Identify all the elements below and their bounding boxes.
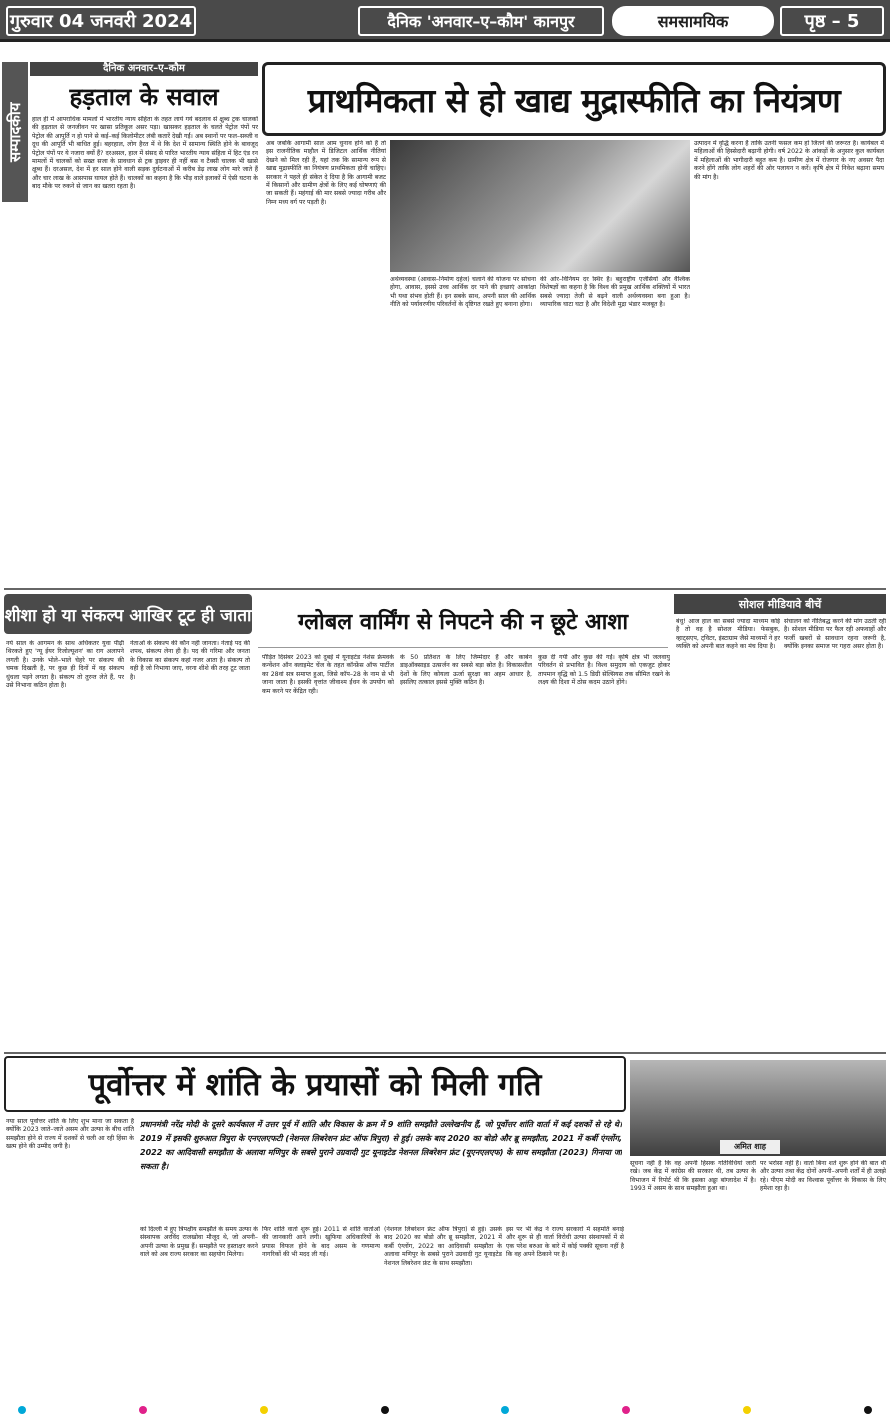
section-divider [4, 588, 886, 590]
article4-col-6: पर भरोसा नहीं है। वार्ता बिना शर्त शुरू होने की बात थी और उल्फा तथा केंद्र दोनों अपनी–अपनी शर्तों में ही उलझे रहे। पीएम मोदी का विश्वास पूर्वोत्तर के विकास के लिए हमेशा रहा है। [760, 1160, 886, 1193]
page-header [0, 0, 890, 42]
social-media-tag: सोशल मीडियावे बीचें [674, 594, 886, 614]
editorial-side-label: सम्पादकीय [2, 62, 28, 202]
article2-col-2: नेताओं के संकल्प की कौन नहीं जानता। नेताई पद की शपथ, संकल्प लेना ही है। पद की गरिमा और जनता के विकास का संकल्प कहां नजर आता है। संकल्प तो वही है जो निभाया जाए, वरना शीशे की तरह टूट जाता है। [130, 640, 250, 681]
social-media-col-1: बंधु! आज हाल का सबसे ज्यादा माध्यम कोई है तो वह है सोशल मीडिया। फेसबुक, व्हाट्सएप, ट्विटर, इंस्टाग्राम जैसे माध्यमों ने हर व्यक्ति को अपनी बात कहने का मंच दिया है। [676, 618, 780, 651]
main-article-col-1: अब जबकि आगामी साल आम चुनाव होने को है तो इस राजनीतिक माहौल में डिजिटल आर्थिक नीतियां देखने को मिल रही हैं, यहां तक कि सामान्य रूप से खाद्य मुद्रास्फीति का नियंत्रण प्राथमिकता होनी चाहिए। सरकार ने पहले ही संकेत दे दिया है कि आगामी बजट में किसानों और ग्रामीण क्षेत्रों के लिए कई घोषणाएं की जा सकती हैं। महंगाई की मार सबसे ज्यादा गरीब और निम्न मध्य वर्ग पर पड़ती है। [266, 140, 386, 206]
editorial-body: हाल ही में आपराधिक मामलों में भारतीय न्याय संहिता के तहत लाये गये बदलाव से क्षुब्ध ट्रक चालकों की हड़ताल से जनजीवन पर खासा प्रतिकूल असर पड़ा। खासकर हड़ताल के चलते पेट्रोल पंपों पर पेट्रोल की आपूर्ति न हो पाने से कई–कई किलोमीटर लंबी कतारें देखी गईं। अब स्थानों पर फल–सब्जी व दूध की आपूर्ति भी बाधित हुई। बहरहाल, लोग हैरत में थे कि देश में सामान्य स्थिति होने के बावजूद पेट्रोल पंपों पर ये नजारा क्यों हैं? दरअसल, हाल में संसद से पारित भारतीय न्याय संहिता में हिट एंड रन मामलों में चालकों को सख्त सजा के प्रावधान से ट्रक ड्राइवर ही नहीं बस व टैक्सी चालक भी खासे क्षुब्ध हैं। दरअसल, देश में हर साल होने वाली सड़क दुर्घटनाओं में करीब डेढ़ लाख लोग मारे जाते हैं और चार लाख के आसपास घायल होते हैं। चालकों का कहना है कि भीड़ वाले इलाकों में ऐसी घटना के बाद मौके पर रुकने से जान का खतरा रहता है। [32, 116, 258, 191]
article3-col-1: पौड़ित दिसंबर 2023 को दुबई में यूनाइटेड नेशंस फ्रेमवर्क कन्वेंशन ऑन क्लाइमेट चेंज के तहत कॉन्फ्रेंस ऑफ पार्टीज का 28वां सत्र समाप्त हुआ, जिसे कॉप–28 के नाम से भी जाना जाता है। इसकी वृत्तांत जीवाश्म ईंधन के उपयोग को कम करने पर केंद्रित रही। [262, 654, 394, 695]
reg-dot-yellow [260, 1406, 268, 1414]
main-article-col-3: की ओर–विनियम दर स्थिर है। बहुराष्ट्रीय एजेंसियों और वैश्विक विशेषज्ञों का कहना है कि विश्व की प्रमुख आर्थिक शक्तियों में भारत सबसे ज्यादा तेजी से बढ़ने वाली अर्थव्यवस्था बना हुआ है। व्यापारिक घाटा घटा है और विदेशी मुद्रा भंडार मजबूत है। [540, 276, 690, 309]
social-media-col-2: संचालन को नीतिबद्ध करने की मांग उठती रही है। सोशल मीडिया पर फैल रही अफवाहों और फर्जी खबरों से सावधान रहना जरूरी है, क्योंकि इनका समाज पर गहरा असर होता है। [784, 618, 886, 651]
page-number: पृष्ठ – 5 [780, 6, 884, 36]
reg-dot-cyan [501, 1406, 509, 1414]
editorial-tag: दैनिक अनवार–ए–कौम [30, 62, 258, 76]
main-headline: प्राथमिकता से हो खाद्य मुद्रास्फीति का नियंत्रण [262, 62, 886, 136]
reg-dot-magenta [139, 1406, 147, 1414]
article4-col-4: इस पर भी केंद्र ने राज्य सरकारों में सहमति बनाई और शुरू से ही वार्ता विरोधी उल्फा संस्थापकों में से एक परेश बरुआ के बारे में कोई पक्की सूचना नहीं है कि वह अपने ठिकाने पर है। [506, 1226, 624, 1259]
article4-col-2: फिर शांति वार्ता शुरू हुई। 2011 से शांति वार्ताओं की जानकारी आने लगी। खुफिया अधिकारियों के प्रयास विफल होने के बाद असम के गणमान्य नागरिकों की भी मदद ली गई। [262, 1226, 380, 1259]
section-divider [4, 1052, 886, 1054]
article4-lead: प्रधानमंत्री नरेंद्र मोदी के दूसरे कार्यकाल में उत्तर पूर्व में शांति और विकास के क्रम में 9 शांति समझौते उल्लेखनीय हैं, जो पूर्वोत्तर शांति वार्ता में कई दशकों से रहे थे। 2019 में इसकी शुरुआत त्रिपुरा के एनएलएफटी (नेशनल लिबरेशन फ्रंट ऑफ त्रिपुरा) से हुई। उसके बाद 2020 का बोडो और ब्रू समझौता, 2021 में कर्बी एंग्लोंग, 2022 का आदिवासी समझौता के अलावा मणिपुर के सबसे पुराने उग्रवादी गुट यूनाइटेड नेशनल लिबरेशन फ्रंट (यूएनएलएफ) के साथ समझौता (2023) गिनाया जा सकता है। [140, 1120, 622, 1171]
reg-dot-black [381, 1406, 389, 1414]
paper-name: दैनिक 'अनवार–ए–कौम' कानपुर [358, 6, 604, 36]
article4-col-0: नया साल पूर्वोत्तर शांति के लिए शुभ माना जा सकता है क्योंकि 2023 जाते–जाते असम और उल्फा के बीच शांति समझौता होने से राज्य में दशकों से चली आ रही हिंसा के खत्म होने की उम्मीद जगी है। [6, 1118, 134, 1151]
section-name: समसामयिक [612, 6, 774, 36]
editorial-title: हड़ताल के सवाल [69, 83, 219, 111]
article3-col-2: के 50 प्रतिशत के लिए जिम्मेदार हैं और कार्बन डाइऑक्साइड उत्सर्जन का सबसे बड़ा स्रोत है। विकासशील देशों के लिए कोयला ऊर्जा सुरक्षा का अहम आधार है, इसलिए तत्काल इससे मुक्ति कठिन है। [400, 654, 532, 687]
article4-headline: पूर्वोत्तर में शांति के प्रयासों को मिली गति [4, 1056, 626, 1112]
article3-col-3: कुछ दी गयी और कुछ की गईं। कृषि क्षेत्र भी जलवायु परिवर्तन से प्रभावित है। विश्व समुदाय को एकजुट होकर तापमान वृद्धि को 1.5 डिग्री सेल्सियस तक सीमित रखने के लक्ष्य की दिशा में ठोस कदम उठाने होंगे। [538, 654, 670, 687]
photo-caption: अमित शाह [720, 1140, 780, 1154]
main-article-col-4: उत्पादन में वृद्धि करना है ताकि उतनी फसल कम हो जितने की जरूरत है। कार्यबल में महिलाओं की हिस्सेदारी बढ़ानी होगी। वर्ष 2022 के आंकड़ों के अनुसार कुल कार्यबल में महिलाओं की भागीदारी बहुत कम है। ग्रामीण क्षेत्र में रोजगार के नए अवसर पैदा करने होंगे ताकि लोग शहरों की ओर पलायन न करें। कृषि क्षेत्र में निवेश बढ़ाना समय की मांग है। [694, 140, 884, 181]
reg-dot-cyan [18, 1406, 26, 1414]
reg-dot-magenta [622, 1406, 630, 1414]
grain-photo [390, 140, 690, 272]
registration-marks [0, 1406, 890, 1415]
reg-dot-black [864, 1406, 872, 1414]
reg-dot-yellow [743, 1406, 751, 1414]
main-article-col-2: अर्थव्यवस्था (आवास–निर्माण दहेज) चलाने की योजना पर सोचना होगा, आवास, इससे उच्च आर्थिक दर पाने की इच्छाएं आकांक्षा भी यथा संभव होती हैं। इन सबके साथ, अपनी साल की आर्थिक नीति को पर्यावरणीय परिवर्तनों के दृष्टिगत रखते हुए बनाना होगा। [390, 276, 536, 309]
issue-date: गुरुवार 04 जनवरी 2024 [6, 6, 196, 36]
article4-col-5: सूचना नहीं है कि वह अपनी हिंसक गतिविधियां जारी रखे। जब केंद्र में कांग्रेस की सरकार थी, तब उल्फा के विभाजन में रिपोर्ट थी कि इसका अड्डा बांग्लादेश में है। 1993 में असम के साथ समझौता हुआ था। [630, 1160, 756, 1193]
article4-col-1: को दिल्ली में हुए त्रिपक्षीय समझौते के समय उल्फा के संस्थापक अरविंद राजखोवा मौजूद थे, जो अपनी–अपनी उल्फा के प्रमुख हैं। समझौते पर हस्ताक्षर करने वाले को अब राज्य सरकार का सहयोग मिलेगा। [140, 1226, 258, 1259]
article4-col-3: (नेशनल लिबरेशन फ्रंट ऑफ त्रिपुरा) से हुई। उसके बाद 2020 का बोडो और ब्रू समझौता, 2021 में कर्बी एंग्लोंग, 2022 का आदिवासी समझौता के अलावा मणिपुर के सबसे पुराने उग्रवादी गुट यूनाइटेड नेशनल लिबरेशन फ्रंट के साथ समझौता। [384, 1226, 502, 1267]
article2-col-1: नये साल के आगमन के साथ अधिकतर युवा पीढ़ी थिरकते हुए 'न्यू ईयर रिजोल्यूशन' का राग अलापने लगती है। उनके भोले–भाले चेहरे पर संकल्प की चमक दिखती है, पर कुछ ही दिनों में वह संकल्प धुंधला पड़ने लगता है। संकल्प तो तुरन्त लेते हैं, पर उसे निभाना कठिन होता है। [6, 640, 124, 690]
article2-headline: शीशा हो या संकल्प आखिर टूट ही जाता [4, 594, 252, 634]
article3-headline: ग्लोबल वार्मिंग से निपटने की न छूटे आशा [258, 594, 668, 648]
